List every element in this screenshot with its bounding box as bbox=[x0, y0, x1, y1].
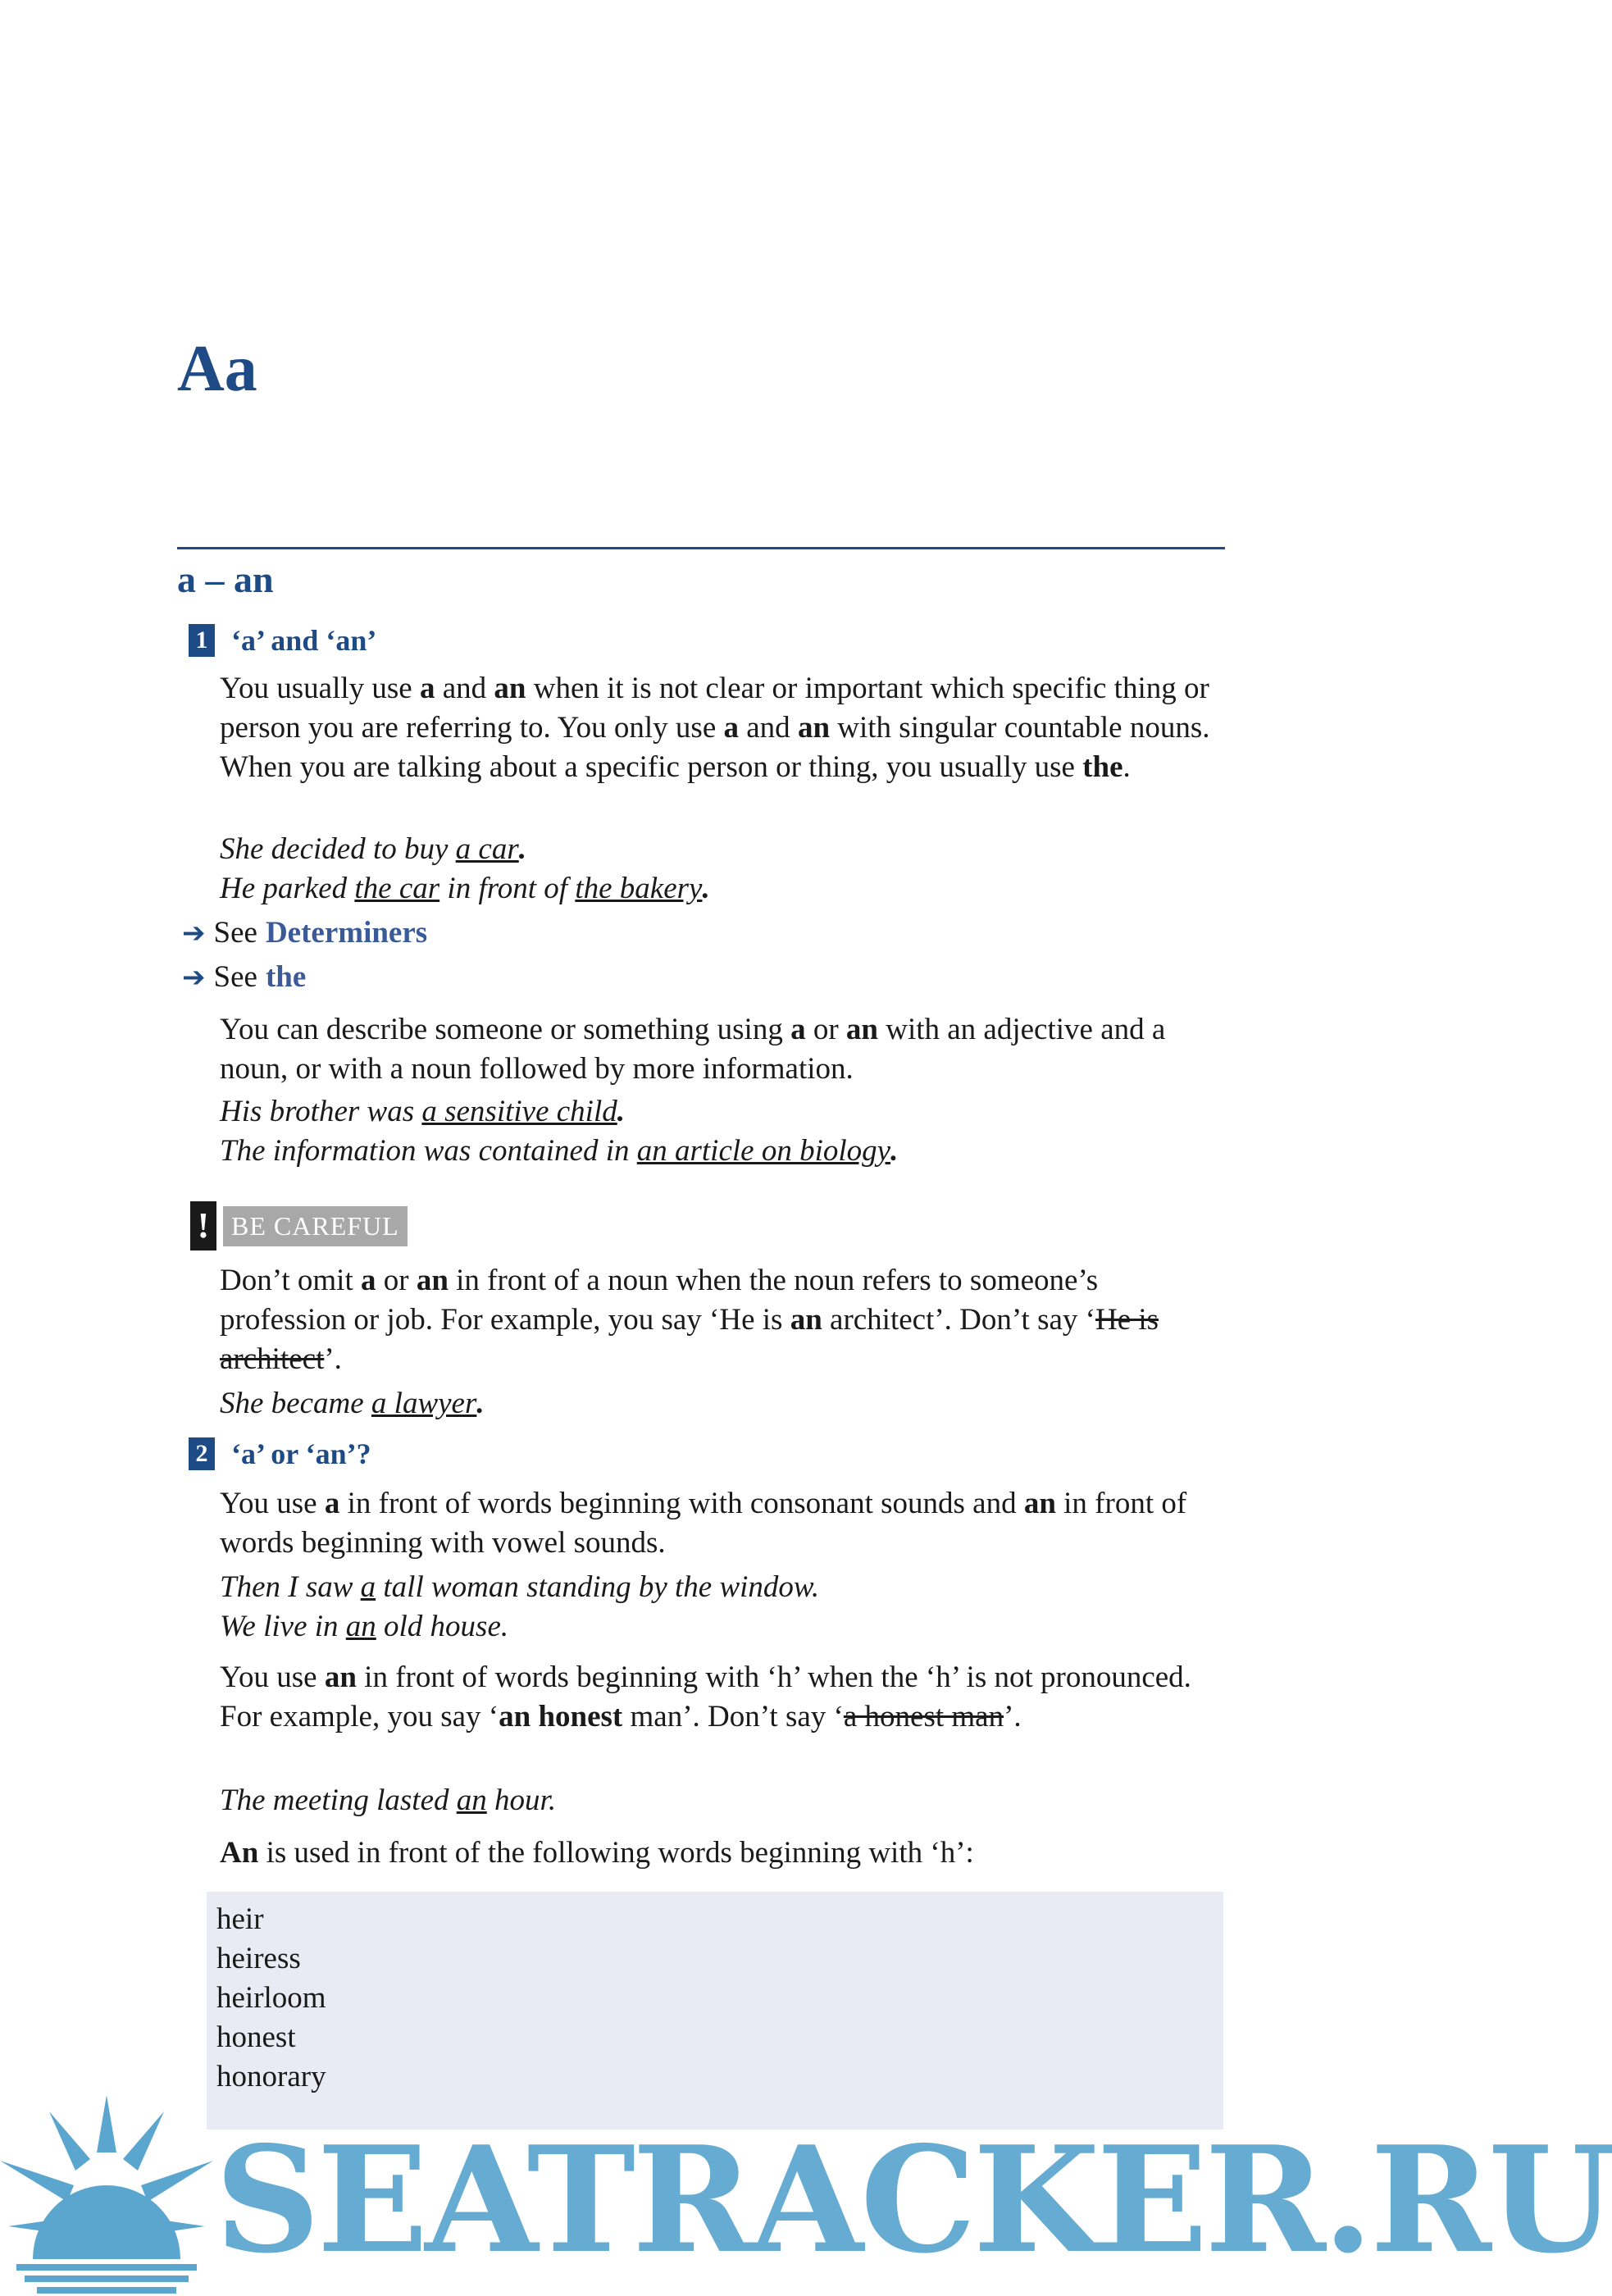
word-list-box bbox=[207, 1892, 1223, 2130]
watermark-text: SEATRACKER.RU bbox=[215, 2114, 1612, 2285]
arrow-right-icon: ➔ bbox=[182, 917, 206, 950]
see-also-the[interactable]: ➔ See the bbox=[182, 958, 306, 997]
example-sentence: His brother was a sensitive child. bbox=[220, 1095, 625, 1128]
section-1-paragraph-2: You can describe someone or something using a or an with an adjective and a noun, or with a noun followed by more information. bbox=[220, 1013, 1166, 1086]
section-number-badge: 2 bbox=[189, 1437, 215, 1470]
be-careful-callout bbox=[190, 1201, 408, 1250]
example-sentence: We live in an old house. bbox=[220, 1610, 509, 1643]
cross-reference-link[interactable]: Determiners bbox=[265, 916, 428, 950]
section-2-heading bbox=[189, 1435, 371, 1473]
section-2-paragraph-2: You use an in front of words beginning with ‘h’ when the ‘h’ is not pronounced. For example, you say ‘an honest man’. Don’t say ‘a honest man’. bbox=[220, 1660, 1191, 1733]
sun-icon bbox=[0, 2095, 213, 2294]
entry-divider bbox=[177, 547, 1225, 549]
example-sentence: The meeting lasted an hour. bbox=[220, 1784, 557, 1817]
section-2-paragraph-1: You use a in front of words beginning with consonant sounds and an in front of words beginning with vowel sounds. bbox=[220, 1487, 1187, 1560]
list-item: heiress bbox=[216, 1942, 301, 1975]
entry-title: a – an bbox=[177, 558, 274, 600]
section-title: ‘a’ or ‘an’? bbox=[231, 1437, 371, 1470]
cross-reference-link[interactable]: the bbox=[265, 960, 307, 994]
section-2-paragraph-3: An is used in front of the following words beginning with ‘h’: bbox=[220, 1836, 974, 1870]
list-item: heirloom bbox=[216, 1981, 326, 2015]
section-number-badge: 1 bbox=[189, 624, 215, 657]
example-sentence: The information was contained in an article on biology. bbox=[220, 1134, 899, 1168]
section-title: ‘a’ and ‘an’ bbox=[231, 624, 377, 657]
example-sentence: Then I saw a tall woman standing by the window. bbox=[220, 1570, 820, 1604]
example-sentence: He parked the car in front of the bakery. bbox=[220, 872, 710, 905]
see-also-determiners[interactable]: ➔ See Determiners bbox=[182, 913, 427, 953]
be-careful-label: BE CAREFUL bbox=[223, 1206, 408, 1246]
example-sentence: She became a lawyer. bbox=[220, 1387, 485, 1420]
be-careful-paragraph: Don’t omit a or an in front of a noun when the noun refers to someone’s profession or job. For example, you say ‘He is an architect’. Don’t say ‘He is architect’. bbox=[220, 1264, 1159, 1376]
list-item: honorary bbox=[216, 2060, 326, 2093]
example-sentence: She decided to buy a car. bbox=[220, 832, 526, 866]
list-item: honest bbox=[216, 2020, 296, 2054]
list-item: heir bbox=[216, 1902, 264, 1936]
arrow-right-icon: ➔ bbox=[182, 961, 206, 994]
section-1-heading bbox=[189, 622, 376, 659]
letter-heading: Aa bbox=[177, 333, 257, 405]
warning-icon: ! bbox=[190, 1201, 216, 1250]
section-1-paragraph-1: You usually use a and an when it is not clear or important which specific thing or person you are referring to. You only use a and an with singular countable nouns. When you are talking about a specific person or thing, you usually use the. bbox=[220, 672, 1210, 784]
